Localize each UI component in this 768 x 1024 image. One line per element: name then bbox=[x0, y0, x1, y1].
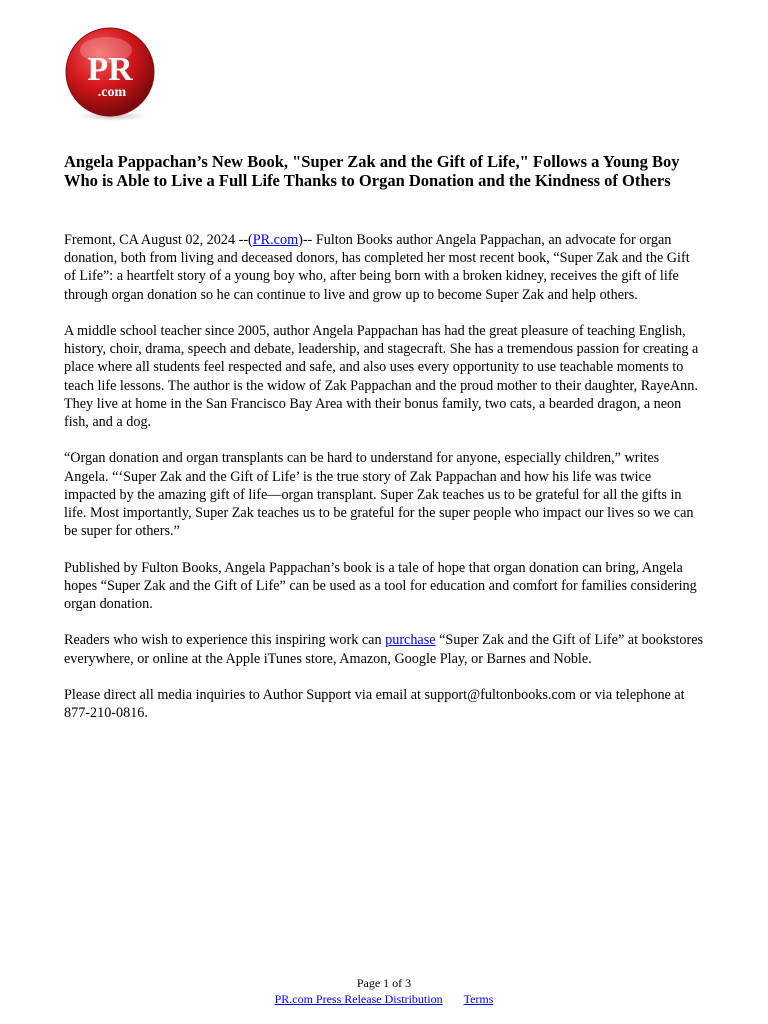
paragraph-publisher: Published by Fulton Books, Angela Pappachan’s book is a tale of hope that organ donation can bring, Angela hopes “Super Zak and the Gift of Life” can be used as a tool for education and comfort for families considering organ donation. bbox=[64, 559, 697, 613]
pr-com-logo bbox=[62, 26, 158, 122]
dateline-paragraph bbox=[64, 231, 704, 304]
terms-link[interactable]: Terms bbox=[463, 992, 494, 1006]
press-release-distribution-link[interactable]: PR.com Press Release Distribution bbox=[274, 992, 443, 1006]
page-number: Page 1 of 3 bbox=[356, 976, 412, 990]
footer-links bbox=[0, 991, 768, 1007]
paragraph-quote: “Organ donation and organ transplants can be hard to understand for anyone, especially children,” writes Angela. “‘Super Zak and the Gift of Life’ is the true story of Zak Pappachan and how his life was twice impacted by the amazing gift of life—organ transplant. Super Zak teaches us to be grateful for all the gifts in life. Most importantly, Super Zak teaches us to be grateful for the super people who impact our lives so we can be super for others.” bbox=[64, 450, 694, 540]
paragraph-purchase bbox=[64, 631, 704, 667]
dateline-prefix: Fremont, CA August 02, 2024 --( bbox=[64, 232, 253, 248]
paragraph-contact: Please direct all media inquiries to Author Support via email at support@fultonbooks.com or via telephone at 877-210-0816. bbox=[64, 687, 685, 722]
logo-text-pr: PR bbox=[87, 51, 133, 88]
purchase-prefix: Readers who wish to experience this inspiring work can bbox=[64, 632, 386, 649]
logo-text-com: .com bbox=[97, 85, 127, 100]
press-release-body bbox=[64, 231, 704, 741]
pr-com-link[interactable]: PR.com bbox=[252, 232, 299, 248]
paragraph-author-bio: A middle school teacher since 2005, author Angela Pappachan has had the great pleasure of teaching English, history, choir, drama, speech and debate, leadership, and stagecraft. She has a tremendous passion for creating a place where all students feel respected and safe, and also uses every opportunity to use teachable moments to teach life lessons. The author is the widow of Zak Pappachan and the proud mother to their daughter, RayeAnn. They live at home in the San Francisco Bay Area with their bonus family, two cats, a bearded dragon, a neon fish, and a dog. bbox=[64, 323, 699, 431]
press-release-headline: Angela Pappachan’s New Book, "Super Zak and the Gift of Life," Follows a Young Boy Who is Able to Live a Full Life Thanks to Organ Donation and the Kindness of Others bbox=[64, 152, 680, 190]
purchase-link[interactable]: purchase bbox=[385, 632, 436, 649]
page-footer bbox=[0, 975, 768, 1007]
dateline-text: )-- Fulton Books author Angela Pappachan, an advocate for organ donation, both from living and deceased donors, has completed her most recent book, “Super Zak and the Gift of Life”: a heartfelt story of a young boy who, after being born with a broken kidney, receives the gift of life through organ donation so he can continue to live and grow up to become Super Zak and help others. bbox=[64, 232, 690, 303]
purchase-text: “Super Zak and the Gift of Life” at bookstores everywhere, or online at the Apple iTunes store, Amazon, Google Play, or Barnes and Noble. bbox=[64, 632, 704, 667]
